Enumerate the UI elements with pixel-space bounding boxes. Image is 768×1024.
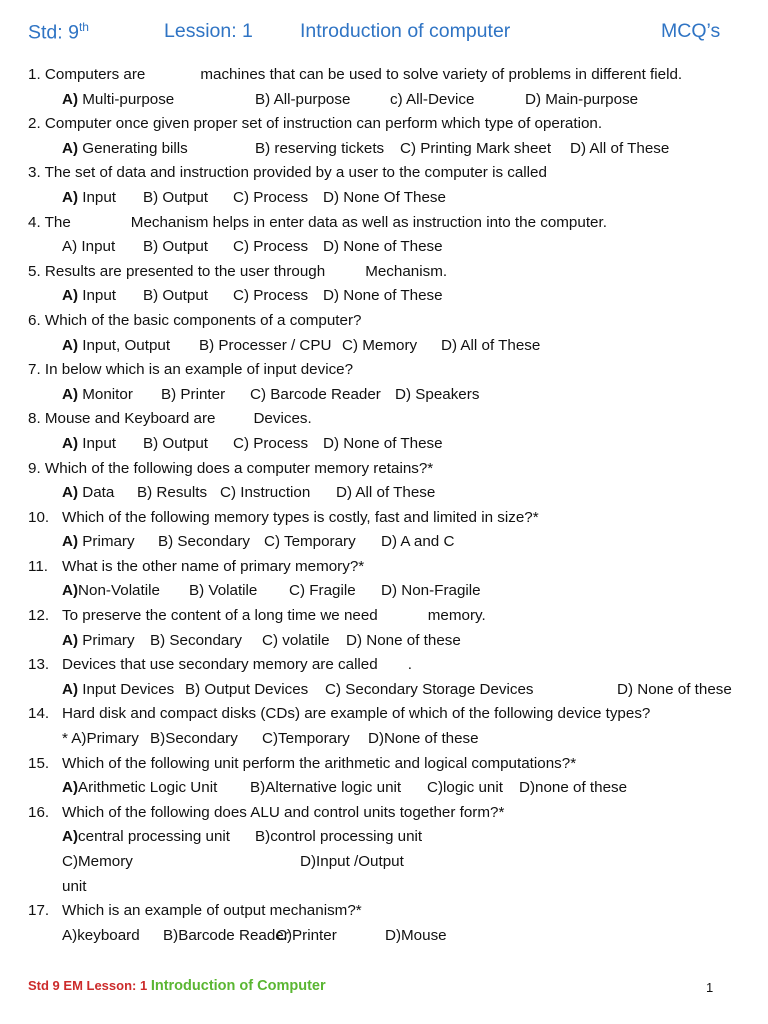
option-letter: A) bbox=[62, 631, 79, 649]
option bbox=[276, 924, 337, 949]
option-continuation: unit bbox=[62, 877, 87, 895]
option-text: c) All-Device bbox=[390, 90, 475, 108]
option-letter: A) bbox=[62, 828, 79, 846]
option-text: D) None of these bbox=[617, 680, 732, 698]
option-letter: A) bbox=[62, 680, 79, 698]
option bbox=[62, 678, 174, 703]
question-number: 6. bbox=[28, 311, 41, 329]
question-line bbox=[0, 702, 768, 727]
option bbox=[62, 924, 140, 949]
option-text: D)none of these bbox=[519, 779, 628, 797]
option-text: D) All of These bbox=[336, 484, 436, 502]
options-line bbox=[0, 383, 768, 408]
option-text: D) All of These bbox=[570, 139, 670, 157]
option bbox=[381, 530, 454, 555]
question-text: Hard disk and compact disks (CDs) are example of which of the following device types? bbox=[62, 705, 651, 723]
option-text: C) Process bbox=[233, 188, 309, 206]
option bbox=[617, 678, 732, 703]
option bbox=[262, 727, 350, 752]
question-line bbox=[0, 309, 768, 334]
option-letter: A) bbox=[62, 139, 79, 157]
option-text: D) All of These bbox=[441, 336, 541, 354]
option-text: D) None Of These bbox=[323, 188, 446, 206]
option-text: C)Printer bbox=[276, 926, 337, 944]
question-text-end: Mechanism helps in enter data as well as instruction into the computer. bbox=[130, 213, 607, 231]
option-letter: A) bbox=[62, 434, 79, 452]
option bbox=[570, 137, 669, 162]
option-text: B)Barcode Reader bbox=[163, 926, 289, 944]
page-number: 1 bbox=[706, 980, 714, 995]
question-number: 12. bbox=[28, 607, 50, 625]
option-text: B) Output bbox=[143, 287, 208, 305]
option bbox=[199, 334, 332, 359]
option-text: C) Memory bbox=[342, 336, 418, 354]
option bbox=[525, 88, 638, 113]
options-line bbox=[0, 334, 768, 359]
question-number: 16. bbox=[28, 803, 50, 821]
option-text: Input, Output bbox=[78, 336, 171, 354]
option-text: A)keyboard bbox=[62, 926, 140, 944]
question-text-start: Results are presented to the user through bbox=[44, 262, 326, 280]
option-text: B)control processing unit bbox=[255, 828, 423, 846]
option bbox=[62, 432, 116, 457]
option bbox=[62, 629, 135, 654]
option bbox=[381, 579, 481, 604]
option bbox=[250, 383, 381, 408]
option bbox=[519, 776, 627, 801]
question-line bbox=[0, 112, 768, 137]
question-text-end: memory. bbox=[427, 607, 486, 625]
option-text: Non-Volatile bbox=[78, 582, 160, 600]
option-letter: A) bbox=[62, 582, 79, 600]
option-text: B)Alternative logic unit bbox=[250, 779, 402, 797]
option bbox=[143, 432, 208, 457]
option-text: B) Results bbox=[137, 484, 208, 502]
option-text: B) Output bbox=[143, 188, 208, 206]
option bbox=[62, 579, 160, 604]
option bbox=[342, 334, 417, 359]
question-text-start: The bbox=[44, 213, 71, 231]
lesson-label: Lession: 1 bbox=[164, 20, 253, 42]
question-text: Which of the basic components of a computer? bbox=[44, 311, 362, 329]
question-number: 5. bbox=[28, 262, 41, 280]
option-text: C) Barcode Reader bbox=[250, 385, 381, 403]
option-text: D) A and C bbox=[381, 533, 455, 551]
options-line bbox=[0, 678, 768, 703]
option-text: C) Secondary Storage Devices bbox=[325, 680, 534, 698]
question-line bbox=[0, 506, 768, 531]
question-text: Which of the following unit perform the arithmetic and logical computations?* bbox=[62, 754, 577, 772]
question-line bbox=[0, 555, 768, 580]
option bbox=[289, 579, 356, 604]
option-text: C) volatile bbox=[262, 631, 330, 649]
question-text-end: Devices. bbox=[253, 410, 312, 428]
question-list bbox=[0, 63, 768, 948]
option bbox=[62, 383, 133, 408]
option bbox=[427, 776, 503, 801]
page-header bbox=[0, 20, 768, 50]
option bbox=[143, 235, 208, 260]
question-text: What is the other name of primary memory?* bbox=[62, 557, 365, 575]
option bbox=[323, 235, 443, 260]
option-text: Generating bills bbox=[78, 139, 188, 157]
question-number: 8. bbox=[28, 410, 41, 428]
option-letter: A) bbox=[62, 779, 79, 797]
option bbox=[233, 186, 308, 211]
options-line bbox=[0, 284, 768, 309]
question-text-end: Mechanism. bbox=[365, 262, 448, 280]
option-text: B) Secondary bbox=[150, 631, 243, 649]
question-line bbox=[0, 801, 768, 826]
option bbox=[163, 924, 289, 949]
options-line bbox=[0, 579, 768, 604]
option-text: D)Mouse bbox=[385, 926, 447, 944]
option bbox=[62, 776, 217, 801]
question-number: 3. bbox=[28, 164, 41, 182]
option-text: D) Non-Fragile bbox=[381, 582, 481, 600]
options-line bbox=[0, 825, 768, 850]
question-number: 17. bbox=[28, 902, 50, 920]
option bbox=[220, 481, 310, 506]
option-text: A) Input bbox=[62, 238, 116, 256]
option-text: * A)Primary bbox=[62, 730, 139, 748]
option-text: C) Fragile bbox=[289, 582, 356, 600]
option bbox=[62, 284, 116, 309]
question-text: Which of the following memory types is costly, fast and limited in size?* bbox=[62, 508, 539, 526]
option bbox=[441, 334, 540, 359]
option bbox=[395, 383, 479, 408]
option-text: C) Instruction bbox=[220, 484, 311, 502]
option-letter: A) bbox=[62, 336, 79, 354]
question-text: Which of the following does a computer memory retains?* bbox=[44, 459, 434, 477]
option bbox=[62, 727, 139, 752]
question-text-end: . bbox=[407, 656, 412, 674]
question-line bbox=[0, 211, 768, 236]
options-line bbox=[0, 776, 768, 801]
option-text: B) reserving tickets bbox=[255, 139, 385, 157]
question-text: Computer once given proper set of instruction can perform which type of operation. bbox=[44, 115, 603, 133]
option bbox=[62, 530, 135, 555]
question-text: In below which is an example of input device? bbox=[44, 361, 354, 379]
question-line bbox=[0, 358, 768, 383]
option-letter: A) bbox=[62, 533, 79, 551]
option bbox=[150, 727, 238, 752]
options-line bbox=[0, 432, 768, 457]
option-letter: A) bbox=[62, 484, 79, 502]
option bbox=[185, 678, 308, 703]
question-text: Which is an example of output mechanism?* bbox=[62, 902, 362, 920]
question-line bbox=[0, 457, 768, 482]
question-text: The set of data and instruction provided by a user to the computer is called bbox=[44, 164, 547, 182]
option-text: B) Output Devices bbox=[185, 680, 309, 698]
option bbox=[158, 530, 250, 555]
option bbox=[400, 137, 551, 162]
option bbox=[62, 850, 133, 875]
option bbox=[336, 481, 435, 506]
footer bbox=[28, 978, 326, 994]
option-text: B) Secondary bbox=[158, 533, 251, 551]
option-text: B) All-purpose bbox=[255, 90, 351, 108]
option bbox=[233, 284, 308, 309]
option-text: B) Processer / CPU bbox=[199, 336, 332, 354]
option bbox=[62, 825, 230, 850]
question-number: 15. bbox=[28, 754, 50, 772]
option-text: B)Secondary bbox=[150, 730, 238, 748]
option bbox=[255, 825, 422, 850]
option-text: Multi-purpose bbox=[78, 90, 175, 108]
option-text: C)logic unit bbox=[427, 779, 503, 797]
option-text: D)Input /Output bbox=[300, 853, 404, 870]
option-text: C) Printing Mark sheet bbox=[400, 139, 552, 157]
option bbox=[323, 432, 443, 457]
option bbox=[62, 137, 188, 162]
question-text-start: To preserve the content of a long time we need bbox=[62, 607, 378, 625]
mcq-label: MCQ’s bbox=[661, 20, 721, 42]
question-number: 9. bbox=[28, 459, 41, 477]
option bbox=[323, 186, 446, 211]
option-text: D) None of These bbox=[323, 434, 443, 452]
option bbox=[346, 629, 461, 654]
option bbox=[137, 481, 207, 506]
option-text: C)Temporary bbox=[262, 730, 350, 748]
option-text: Input bbox=[78, 287, 117, 305]
question-number: 1. bbox=[28, 66, 41, 83]
option bbox=[143, 284, 208, 309]
option bbox=[233, 235, 308, 260]
question-number: 10. bbox=[28, 508, 50, 526]
question-text-start: Computers are bbox=[44, 66, 146, 83]
options-line bbox=[0, 727, 768, 752]
option-letter: A) bbox=[62, 90, 79, 108]
option bbox=[62, 481, 114, 506]
option bbox=[150, 629, 242, 654]
option bbox=[390, 88, 474, 113]
option bbox=[250, 776, 401, 801]
question-line bbox=[0, 161, 768, 186]
footer-title: Introduction of Computer bbox=[150, 978, 326, 994]
option-letter: A) bbox=[62, 287, 79, 305]
question-line bbox=[0, 752, 768, 777]
options-line bbox=[0, 88, 768, 113]
question-number: 11. bbox=[28, 557, 48, 575]
option bbox=[62, 235, 115, 260]
option-text: Arithmetic Logic Unit bbox=[78, 779, 218, 797]
question-text-start: Mouse and Keyboard are bbox=[44, 410, 216, 428]
options-line bbox=[0, 629, 768, 654]
option bbox=[62, 334, 170, 359]
option-text: Monitor bbox=[78, 385, 133, 403]
option-letter: A) bbox=[62, 188, 79, 206]
option-text: Primary bbox=[78, 533, 135, 551]
option-text: D)None of these bbox=[368, 730, 479, 748]
option-text: Input bbox=[78, 434, 117, 452]
question-line bbox=[0, 653, 768, 678]
option-text: D) Speakers bbox=[395, 385, 480, 403]
question-number: 14. bbox=[28, 705, 50, 723]
option-text: Data bbox=[78, 484, 115, 502]
option bbox=[161, 383, 225, 408]
options-line bbox=[0, 186, 768, 211]
std-label: Std: 9th bbox=[28, 20, 89, 44]
option bbox=[262, 629, 330, 654]
option-text: B) Output bbox=[143, 434, 208, 452]
option-text: C) Process bbox=[233, 434, 309, 452]
option-text: D) None of These bbox=[323, 238, 443, 256]
option bbox=[300, 850, 404, 875]
option-text: D) None of These bbox=[323, 287, 443, 305]
options-line bbox=[0, 530, 768, 555]
options-line bbox=[0, 235, 768, 260]
option bbox=[62, 186, 116, 211]
option bbox=[325, 678, 534, 703]
question-number: 13. bbox=[28, 656, 50, 674]
option-text: B) Printer bbox=[161, 385, 226, 403]
option-text: C) Temporary bbox=[264, 533, 356, 551]
option-text: D) None of these bbox=[346, 631, 461, 649]
question-text: Which of the following does ALU and control units together form?* bbox=[62, 803, 505, 821]
option-text: D) Main-purpose bbox=[525, 90, 639, 108]
option bbox=[255, 88, 350, 113]
option bbox=[189, 579, 257, 604]
option-text: B) Volatile bbox=[189, 582, 258, 600]
question-line bbox=[0, 604, 768, 629]
option bbox=[264, 530, 356, 555]
question-line bbox=[0, 899, 768, 924]
option-text: Input bbox=[78, 188, 117, 206]
question-line bbox=[0, 260, 768, 285]
option-text: central processing unit bbox=[78, 828, 230, 846]
question-number: 4. bbox=[28, 213, 41, 231]
option bbox=[255, 137, 384, 162]
options-line bbox=[0, 850, 768, 875]
option-letter: A) bbox=[62, 385, 79, 403]
option-text: B) Output bbox=[143, 238, 208, 256]
option bbox=[368, 727, 479, 752]
question-line bbox=[0, 63, 768, 88]
question-text-start: Devices that use secondary memory are called bbox=[62, 656, 378, 674]
option bbox=[62, 88, 174, 113]
option-text: Primary bbox=[78, 631, 135, 649]
option-text: Input Devices bbox=[78, 680, 175, 698]
option bbox=[143, 186, 208, 211]
question-line bbox=[0, 407, 768, 432]
options-line bbox=[0, 137, 768, 162]
options-line bbox=[0, 924, 768, 949]
page-title: Introduction of computer bbox=[300, 20, 511, 42]
footer-label: Std 9 EM Lesson: 1 bbox=[28, 978, 148, 993]
option-text: C) Process bbox=[233, 287, 309, 305]
option-text: C) Process bbox=[233, 238, 309, 256]
option bbox=[233, 432, 308, 457]
option bbox=[323, 284, 443, 309]
option bbox=[385, 924, 447, 949]
question-number: 2. bbox=[28, 115, 41, 133]
options-line bbox=[0, 481, 768, 506]
option-text: C)Memory bbox=[62, 853, 133, 870]
question-text-end: machines that can be used to solve variety of problems in different field. bbox=[200, 66, 683, 83]
question-number: 7. bbox=[28, 361, 41, 379]
